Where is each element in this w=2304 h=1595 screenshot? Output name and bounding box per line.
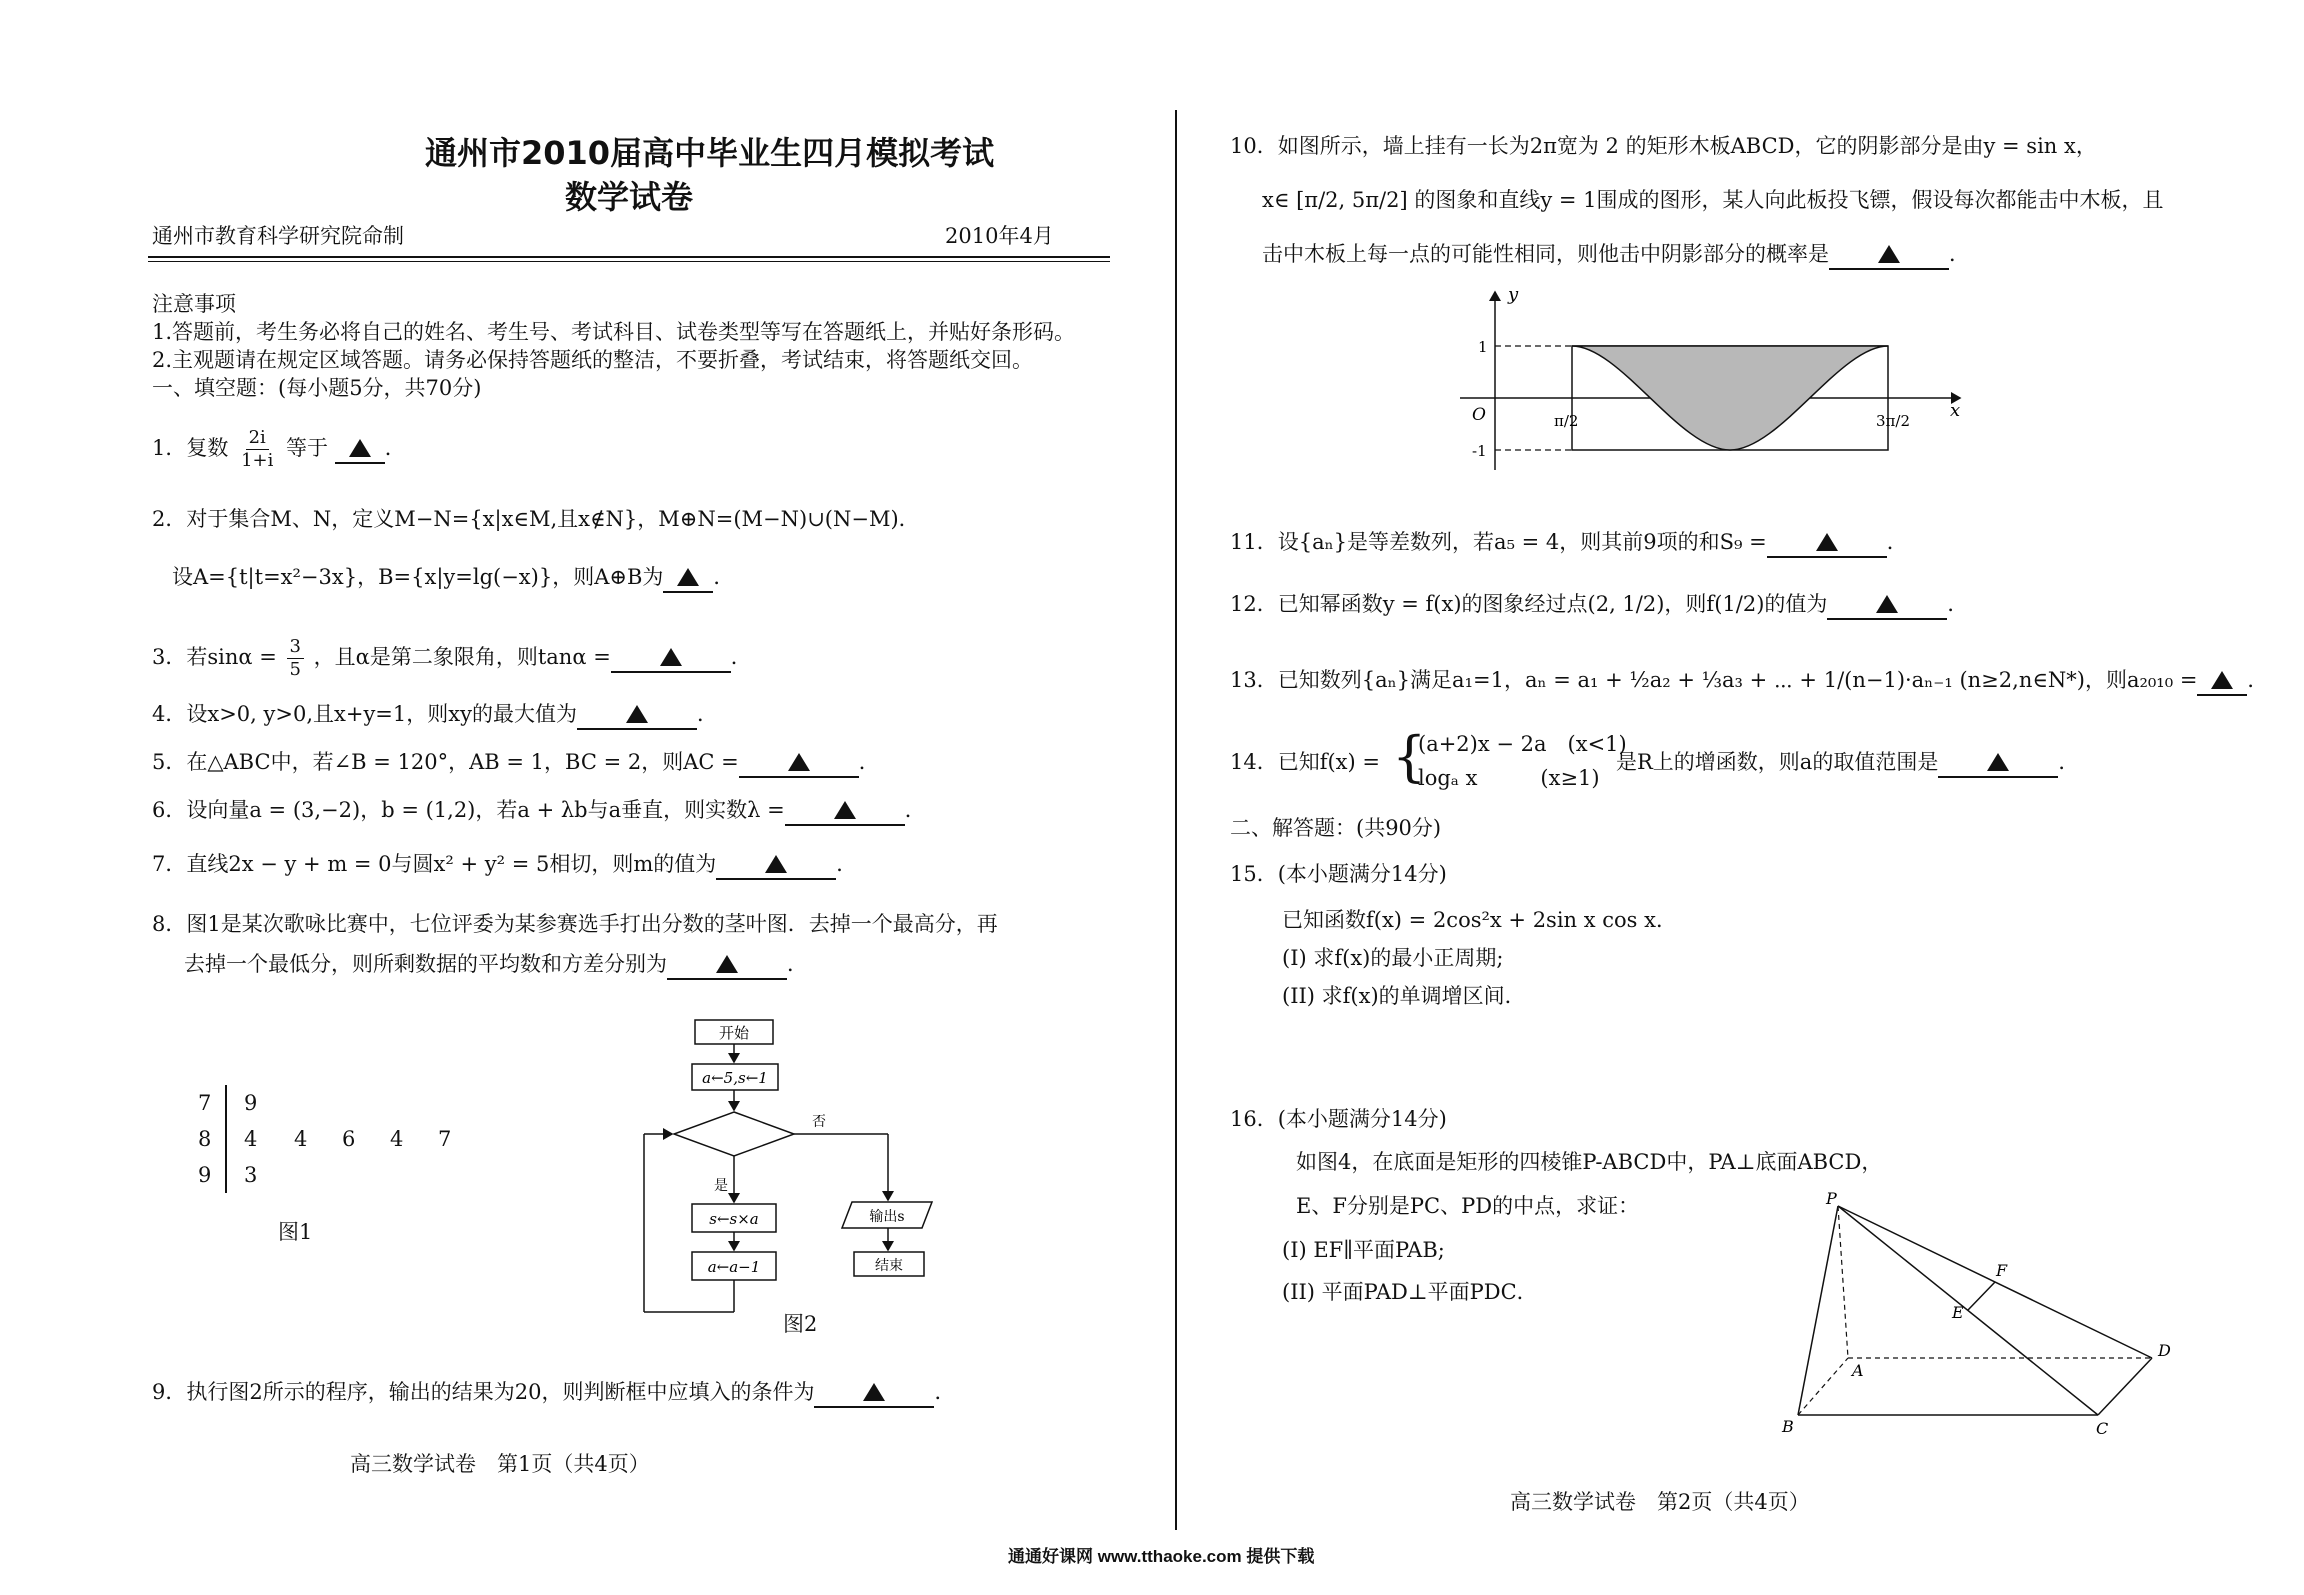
q5-text: 5．在△ABC中，若∠B = 120°，AB = 1，BC = 2，则AC =	[152, 750, 739, 774]
leaf: 7	[438, 1127, 452, 1151]
question-11: 11．设{aₙ}是等差数列，若a₅ = 4，则其前9项的和S₉ = ．	[1230, 528, 1908, 558]
q1-den: 1+i	[241, 450, 274, 471]
answer-blank[interactable]	[739, 748, 859, 778]
header-rule-thin	[148, 261, 1110, 262]
answer-triangle-icon	[716, 955, 738, 973]
q13-text: 13．已知数列{aₙ}满足a₁=1，aₙ = a₁ + ½a₂ + ⅓a₃ + ⋯ + 1/(n−1)·aₙ₋₁ (n≥2,n∈N*)，则a₂₀₁₀ =	[1230, 668, 2198, 692]
pyramid-figure	[1770, 1190, 2180, 1440]
answer-blank[interactable]	[611, 643, 731, 673]
answer-triangle-icon	[1876, 595, 1898, 613]
answer-triangle-icon	[863, 1383, 885, 1401]
vertex-c: C	[2096, 1419, 2109, 1438]
page-subtitle: 数学试卷	[565, 178, 694, 216]
x-label: x	[1950, 400, 1961, 421]
notes-heading: 注意事项	[152, 292, 236, 316]
vertex-b: B	[1782, 1417, 1794, 1436]
question-8-line-1: 8．图1是某次歌咏比赛中，七位评委为某参赛选手打出分数的茎叶图．去掉一个最高分，再	[152, 912, 998, 936]
answer-blank[interactable]	[814, 1378, 934, 1408]
question-8-line-2: 去掉一个最低分，则所剩数据的平均数和方差分别为 ．	[184, 950, 808, 980]
q9-text: 9．执行图2所示的程序，输出的结果为20，则判断框中应填入的条件为	[152, 1380, 815, 1404]
q10-text: 击中木板上每一点的可能性相同，则他击中阴影部分的概率是	[1262, 242, 1829, 266]
segment-ef	[1968, 1282, 1995, 1310]
footer-page-1: 高三数学试卷 第1页（共4页）	[350, 1452, 650, 1476]
figure-1-caption: 图1	[278, 1220, 313, 1244]
q14-text: 是R上的增函数，则a的取值范围是	[1616, 750, 1939, 774]
q7-text: 7．直线2x − y + m = 0与圆x² + y² = 5相切，则m的值为	[152, 852, 717, 876]
q10-interval-prefix: x∈	[1262, 188, 1290, 212]
q15-part-1: (I) 求f(x)的最小正周期;	[1282, 946, 1504, 970]
leaf: 9	[244, 1091, 258, 1115]
q1-text: 1．复数	[152, 436, 229, 460]
q3-den: 5	[289, 659, 301, 680]
stem-divider	[225, 1085, 227, 1193]
question-7: 7．直线2x − y + m = 0与圆x² + y² = 5相切，则m的值为 ．	[152, 850, 857, 880]
stem-7: 7	[198, 1091, 212, 1115]
answer-blank[interactable]	[1829, 240, 1949, 270]
q16-line-2: E、F分别是PC、PD的中点，求证：	[1296, 1194, 1640, 1218]
answer-triangle-icon	[677, 568, 699, 586]
sine-graph	[1450, 280, 1970, 480]
q1-num: 2i	[246, 427, 269, 450]
question-10-line-3: 击中木板上每一点的可能性相同，则他击中阴影部分的概率是 ．	[1262, 240, 1970, 270]
q3-fraction	[287, 636, 304, 681]
answer-triangle-icon	[834, 801, 856, 819]
q1-fraction	[238, 427, 276, 472]
question-10-line-2	[1262, 186, 2164, 214]
question-9: 9．执行图2所示的程序，输出的结果为20，则判断框中应填入的条件为 ．	[152, 1378, 955, 1408]
answer-blank[interactable]	[1827, 590, 1947, 620]
q3-text: 3．若sinα =	[152, 645, 277, 669]
edge-cd	[2098, 1358, 2152, 1415]
q10-line2-text: 的图象和直线y = 1围成的图形，某人向此板投飞镖，假设每次都能击中木板，且	[1414, 188, 2164, 212]
edge-pa	[1838, 1206, 1848, 1358]
leaf: 3	[244, 1163, 258, 1187]
answer-blank[interactable]	[663, 563, 713, 593]
question-14-prefix: 14．已知f(x) =	[1230, 750, 1380, 774]
stem-9: 9	[198, 1163, 212, 1187]
answer-blank[interactable]	[577, 700, 697, 730]
q6-text: 6．设向量a = (3,−2)，b = (1,2)，若a + λb与a垂直，则实数λ =	[152, 798, 785, 822]
answer-triangle-icon	[1816, 533, 1838, 551]
q16-line-1: 如图4，在底面是矩形的四棱锥P-ABCD中，PA⊥底面ABCD，	[1296, 1150, 1883, 1174]
answer-blank[interactable]	[2197, 666, 2247, 696]
q3-num: 3	[287, 636, 304, 659]
q11-text: 11．设{aₙ}是等差数列，若a₅ = 4，则其前9项的和S₉ =	[1230, 530, 1767, 554]
tick-neg1: -1	[1472, 442, 1487, 460]
answer-triangle-icon	[660, 648, 682, 666]
answer-triangle-icon	[349, 439, 371, 457]
leaf: 4	[294, 1127, 308, 1151]
flowchart	[630, 1010, 960, 1340]
exam-date: 2010年4月	[945, 224, 1054, 248]
q8-text: 去掉一个最低分，则所剩数据的平均数和方差分别为	[184, 952, 667, 976]
question-15-heading: 15．(本小题满分14分)	[1230, 862, 1447, 886]
note-1: 1.答题前，考生务必将自己的姓名、考生号、考试科目、试卷类型等写在答题纸上，并贴好条形码。	[152, 320, 1076, 344]
q1-post: 等于	[286, 436, 329, 460]
answer-triangle-icon	[788, 753, 810, 771]
footer-page-2: 高三数学试卷 第2页（共4页）	[1510, 1490, 1810, 1514]
q15-line-1: 已知函数f(x) = 2cos²x + 2sin x cos x．	[1282, 908, 1677, 932]
brace: {	[1392, 725, 1427, 788]
yes-label: 是	[714, 1178, 728, 1194]
answer-blank[interactable]	[1767, 528, 1887, 558]
no-label: 否	[812, 1114, 826, 1130]
question-1: 1．复数 $\frac{2i}{1+i}$ 等于 ．	[152, 427, 406, 471]
decision-diamond	[674, 1112, 794, 1156]
point-f: F	[1996, 1261, 2008, 1280]
q16-part-2: (II) 平面PAD⊥平面PDC．	[1282, 1280, 1538, 1304]
q2-text: 设A={t|t=x²−3x}，B={x|y=lg(−x)}，则A⊕B为	[172, 565, 664, 589]
q10-interval: [π/2, 5π/2]	[1296, 188, 1408, 212]
q4-text: 4．设x>0, y>0,且x+y=1，则xy的最大值为	[152, 702, 577, 726]
question-10-line-1: 10．如图所示，墙上挂有一长为2π宽为 2 的矩形木板ABCD，它的阴影部分是由y = sin x，	[1230, 134, 2097, 158]
tick-3pi-over-2: 3π/2	[1876, 412, 1910, 430]
multiply-label: s←s×a	[709, 1210, 759, 1228]
vertex-p: P	[1826, 1190, 1837, 1208]
y-label: y	[1508, 284, 1519, 305]
question-5: 5．在△ABC中，若∠B = 120°，AB = 1，BC = 2，则AC = ．	[152, 748, 880, 778]
answer-triangle-icon	[1987, 753, 2009, 771]
answer-blank[interactable]	[667, 950, 787, 980]
question-2-line-1: 2．对于集合M、N，定义M−N={x|x∈M,且x∉N}，M⊕N=(M−N)∪(N−M)．	[152, 507, 920, 531]
question-2-line-2: 设A={t|t=x²−3x}，B={x|y=lg(−x)}，则A⊕B为 ．	[172, 563, 734, 593]
answer-triangle-icon	[1878, 245, 1900, 263]
issuer: 通州市教育科学研究院命制	[152, 224, 404, 248]
source-credit: 通通好课网 www.tthaoke.com 提供下载	[1008, 1547, 1315, 1566]
leaf: 4	[390, 1127, 404, 1151]
question-16-heading: 16．(本小题满分14分)	[1230, 1107, 1447, 1131]
stem-leaf-plot	[190, 1085, 490, 1195]
q16-part-1: (I) EF∥平面PAB;	[1282, 1238, 1445, 1262]
decrement-label: a←a−1	[707, 1258, 761, 1276]
note-2: 2.主观题请在规定区域答题。请务必保持答题纸的整洁，不要折叠，考试结束，将答题纸交回。	[152, 348, 1034, 372]
q15-part-2: (II) 求f(x)的单调增区间．	[1282, 984, 1526, 1008]
answer-blank[interactable]	[1938, 748, 2058, 778]
answer-blank[interactable]	[716, 850, 836, 880]
answer-triangle-icon	[2211, 671, 2233, 689]
question-4: 4．设x>0, y>0,且x+y=1，则xy的最大值为 ．	[152, 700, 718, 730]
stem-8: 8	[198, 1127, 212, 1151]
end-label: 结束	[875, 1258, 903, 1274]
start-label: 开始	[718, 1024, 750, 1042]
section-1-heading: 一、填空题：(每小题5分，共70分)	[152, 376, 482, 400]
vertex-d: D	[2158, 1341, 2171, 1360]
edge-pb	[1798, 1206, 1838, 1415]
question-14-suffix: 是R上的增函数，则a的取值范围是 ．	[1616, 748, 2079, 778]
header-rule	[148, 256, 1110, 258]
init-label: a←5,s←1	[702, 1069, 768, 1087]
point-e: E	[1952, 1303, 1964, 1322]
tick-pi-over-2: π/2	[1554, 412, 1579, 430]
question-6: 6．设向量a = (3,−2)，b = (1,2)，若a + λb与a垂直，则实数λ = ．	[152, 796, 926, 826]
page-divider	[1175, 110, 1177, 1530]
question-13: 13．已知数列{aₙ}满足a₁=1，aₙ = a₁ + ½a₂ + ⅓a₃ + ⋯ + 1/(n−1)·aₙ₋₁ (n≥2,n∈N*)，则a₂₀₁₀ = ．	[1230, 666, 2268, 696]
answer-blank[interactable]	[785, 796, 905, 826]
question-3: 3．若sinα = $\frac{3}{5}$ ，且α是第二象限角，则tanα = ．	[152, 636, 752, 680]
section-2-heading: 二、解答题：(共90分)	[1230, 816, 1442, 840]
origin-label: O	[1472, 405, 1486, 425]
edge-pc	[1838, 1206, 2098, 1415]
tick-1: 1	[1478, 338, 1488, 356]
page-title: 通州市2010届高中毕业生四月模拟考试	[425, 134, 995, 172]
leaf: 6	[342, 1127, 356, 1151]
q3-post: ，且α是第二象限角，则tanα =	[313, 645, 611, 669]
edge-ba	[1798, 1358, 1848, 1415]
q14-case-2: logₐ x (x≥1)	[1418, 766, 1600, 790]
output-label: 输出s	[869, 1209, 905, 1225]
answer-triangle-icon	[626, 705, 648, 723]
leaf: 4	[244, 1127, 258, 1151]
question-12: 12．已知幂函数y = f(x)的图象经过点(2, 1/2)，则f(1/2)的值为 ．	[1230, 590, 1968, 620]
vertex-a: A	[1852, 1361, 1864, 1380]
answer-triangle-icon	[765, 855, 787, 873]
answer-blank[interactable]	[335, 434, 385, 464]
q14-case-1: (a+2)x − 2a (x<1)	[1418, 732, 1627, 756]
q12-text: 12．已知幂函数y = f(x)的图象经过点(2, 1/2)，则f(1/2)的值为	[1230, 592, 1828, 616]
figure-2-caption: 图2	[783, 1312, 818, 1336]
